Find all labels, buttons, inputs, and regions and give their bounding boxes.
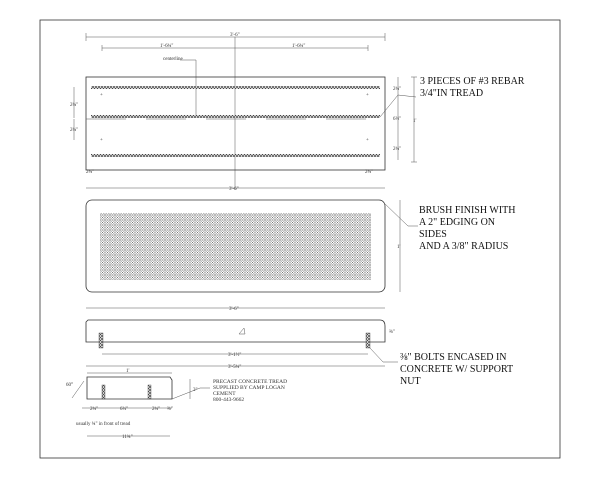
bolts-note-2: CONCRETE W/ SUPPORT xyxy=(400,364,514,375)
section-view xyxy=(66,369,287,440)
supplier-note-2: SUPPLIED BY CAMP LOGAN xyxy=(213,385,285,391)
elevation-view xyxy=(86,307,513,387)
centerline-label: centerline xyxy=(163,57,183,62)
dim-section-3: 2¾" xyxy=(152,407,161,412)
dim-edge-left: 2¾" xyxy=(86,170,95,175)
svg-text:+: + xyxy=(100,138,103,143)
dim-overall-width: 3'-6" xyxy=(230,33,240,38)
dim-section-4: ⅜" xyxy=(167,407,173,412)
dim-right-bottom: 2¾" xyxy=(393,147,402,152)
supplier-note-1: PRECAST CONCRETE TREAD xyxy=(213,379,288,385)
dim-half-left: 1'-6¾" xyxy=(160,44,174,49)
supplier-note-3: CEMENT xyxy=(213,391,236,397)
dim-section-width: 1' xyxy=(126,369,130,374)
dim-bolt-spacing: 3'-1½" xyxy=(228,353,242,358)
rebar-3 xyxy=(91,154,380,157)
tread-elevation xyxy=(86,320,385,342)
finish-note-1: BRUSH FINISH WITH xyxy=(419,205,516,216)
bolt-left xyxy=(99,333,103,348)
finish-note-3: SIDES xyxy=(419,229,447,240)
dim-left-upper: 2¾" xyxy=(70,103,79,108)
tread-section xyxy=(87,377,172,399)
dim-base-width: 3'-5¾" xyxy=(228,365,242,370)
bolt-right xyxy=(366,333,370,348)
svg-text:+: + xyxy=(366,93,369,98)
bolts-note-1: ⅜" BOLTS ENCASED IN xyxy=(400,352,507,363)
dim-bottom-width: 3'-6" xyxy=(229,187,239,192)
dim-section-overall: 11¾" xyxy=(122,435,133,440)
dim-section-height: 3" xyxy=(193,388,198,393)
supplier-note-4: 800-443-9662 xyxy=(213,397,245,403)
finish-note-4: AND A 3/8" RADIUS xyxy=(419,241,509,252)
dim-section-2: 6¼" xyxy=(120,407,129,412)
plan-view xyxy=(70,33,525,192)
dim-half-right: 1'-6¾" xyxy=(292,44,306,49)
front-note: usually ¾" in front of tread xyxy=(76,422,131,427)
rebar-2 xyxy=(91,115,380,118)
svg-text:+: + xyxy=(100,93,103,98)
dim-overall-depth: 1' xyxy=(413,119,417,124)
dim-edge-right: 2¾" xyxy=(365,170,374,175)
dim-finish-depth: 1' xyxy=(397,245,401,250)
rebar-note-2: 3/4"IN TREAD xyxy=(420,88,484,99)
dim-left-lower: 2¾" xyxy=(70,128,79,133)
finish-view xyxy=(86,200,516,292)
rebar-note-1: 3 PIECES OF #3 REBAR xyxy=(420,76,525,87)
svg-text:+: + xyxy=(366,138,369,143)
bolts-note-3: NUT xyxy=(400,376,421,387)
dim-elev-width: 3'-6" xyxy=(229,307,239,312)
dim-right-top: 2¾" xyxy=(393,87,402,92)
brush-finish-area xyxy=(100,213,371,280)
dim-right-mid: 6½" xyxy=(393,117,402,122)
dim-edge-radius: ⅜" xyxy=(389,330,395,335)
finish-note-2: A 2" EDGING ON xyxy=(419,217,496,228)
dim-section-angle: 60° xyxy=(66,383,73,388)
rebar-1 xyxy=(91,86,380,89)
dim-section-1: 2¾" xyxy=(90,407,99,412)
